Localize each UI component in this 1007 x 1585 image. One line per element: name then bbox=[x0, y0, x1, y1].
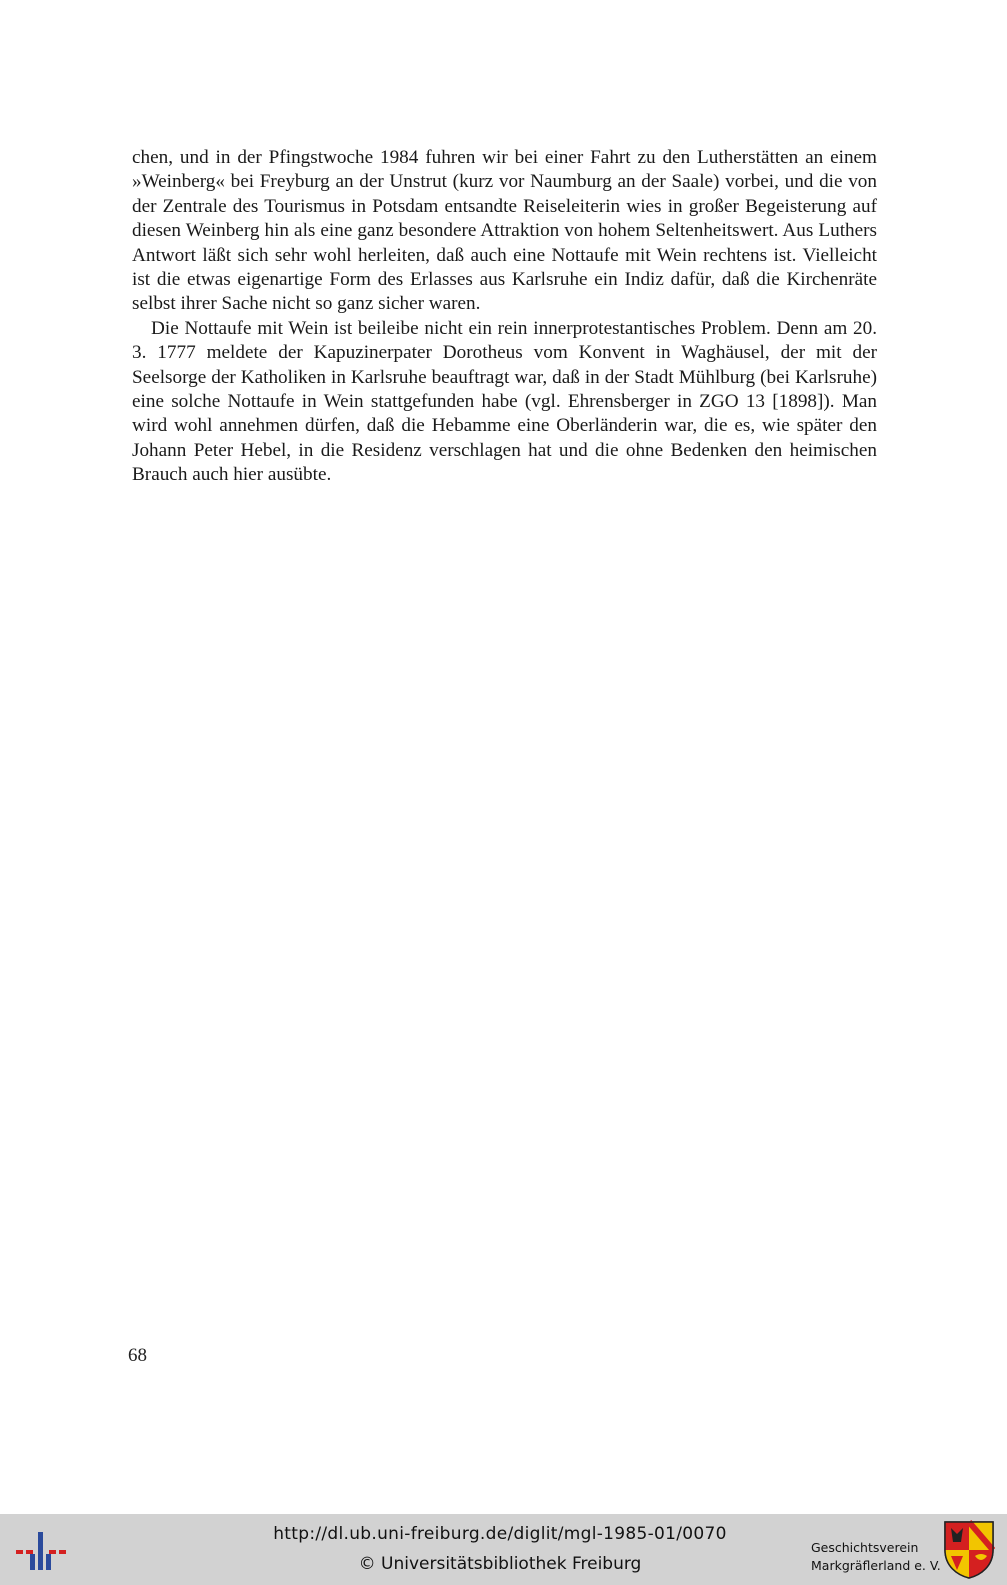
society-name bbox=[811, 1539, 941, 1575]
paragraph-1: chen, und in der Pfingstwoche 1984 fuhren wir bei einer Fahrt zu den Lutherstätten an einem »Weinberg« bei Freyburg an der Unstrut (kurz vor Naumburg an der Saale) vorbei, und die von der Zentrale des Tourismus in Potsdam entsandte Reiseleiterin wies in großer Begeisterung auf diesen Weinberg hin als eine ganz besondere Attraktion von hohem Seltenheitswert. Aus Luthers Antwort läßt sich sehr wohl herleiten, daß auch eine Nottaufe mit Wein rechtens ist. Vielleicht ist die etwas eigenartige Form des Erlasses aus Karlsruhe ein Indiz dafür, daß die Kirchenräte selbst ihrer Sache nicht so ganz sicher waren. bbox=[132, 147, 877, 315]
society-name-line-1: Geschichtsverein bbox=[811, 1540, 919, 1555]
page-number: 68 bbox=[128, 1345, 147, 1366]
body-text bbox=[132, 146, 877, 488]
footer-bar bbox=[0, 1514, 1007, 1585]
footer-copyright: © Universitätsbibliothek Freiburg bbox=[358, 1554, 642, 1574]
ub-freiburg-logo-icon bbox=[16, 1528, 66, 1572]
paragraph-2: Die Nottaufe mit Wein ist beileibe nicht ein rein innerprotestantisches Problem. Denn am 20. 3. 1777 meldete der Kapuzinerpater Dorotheus vom Konvent in Waghäusel, der mit der Seelsorge der Katholiken in Karlsruhe beauftragt war, daß in der Stadt Mühlburg (bei Karlsruhe) eine solche Nottaufe in Wein stattgefunden habe (vgl. Ehrensberger in ZGO 13 [1898]). Man wird wohl annehmen dürfen, daß die Hebamme eine Oberländerin war, die es, wie später den Johann Peter Hebel, in die Residenz verschlagen hat und die ohne Bedenken den heimischen Brauch auch hier ausübte. bbox=[132, 317, 877, 486]
markgraeflerland-crest-icon bbox=[943, 1520, 995, 1580]
footer-url-link[interactable]: http://dl.ub.uni-freiburg.de/diglit/mgl-1985-01/0070 bbox=[273, 1524, 727, 1544]
society-name-line-2: Markgräflerland e. V. bbox=[811, 1558, 941, 1573]
